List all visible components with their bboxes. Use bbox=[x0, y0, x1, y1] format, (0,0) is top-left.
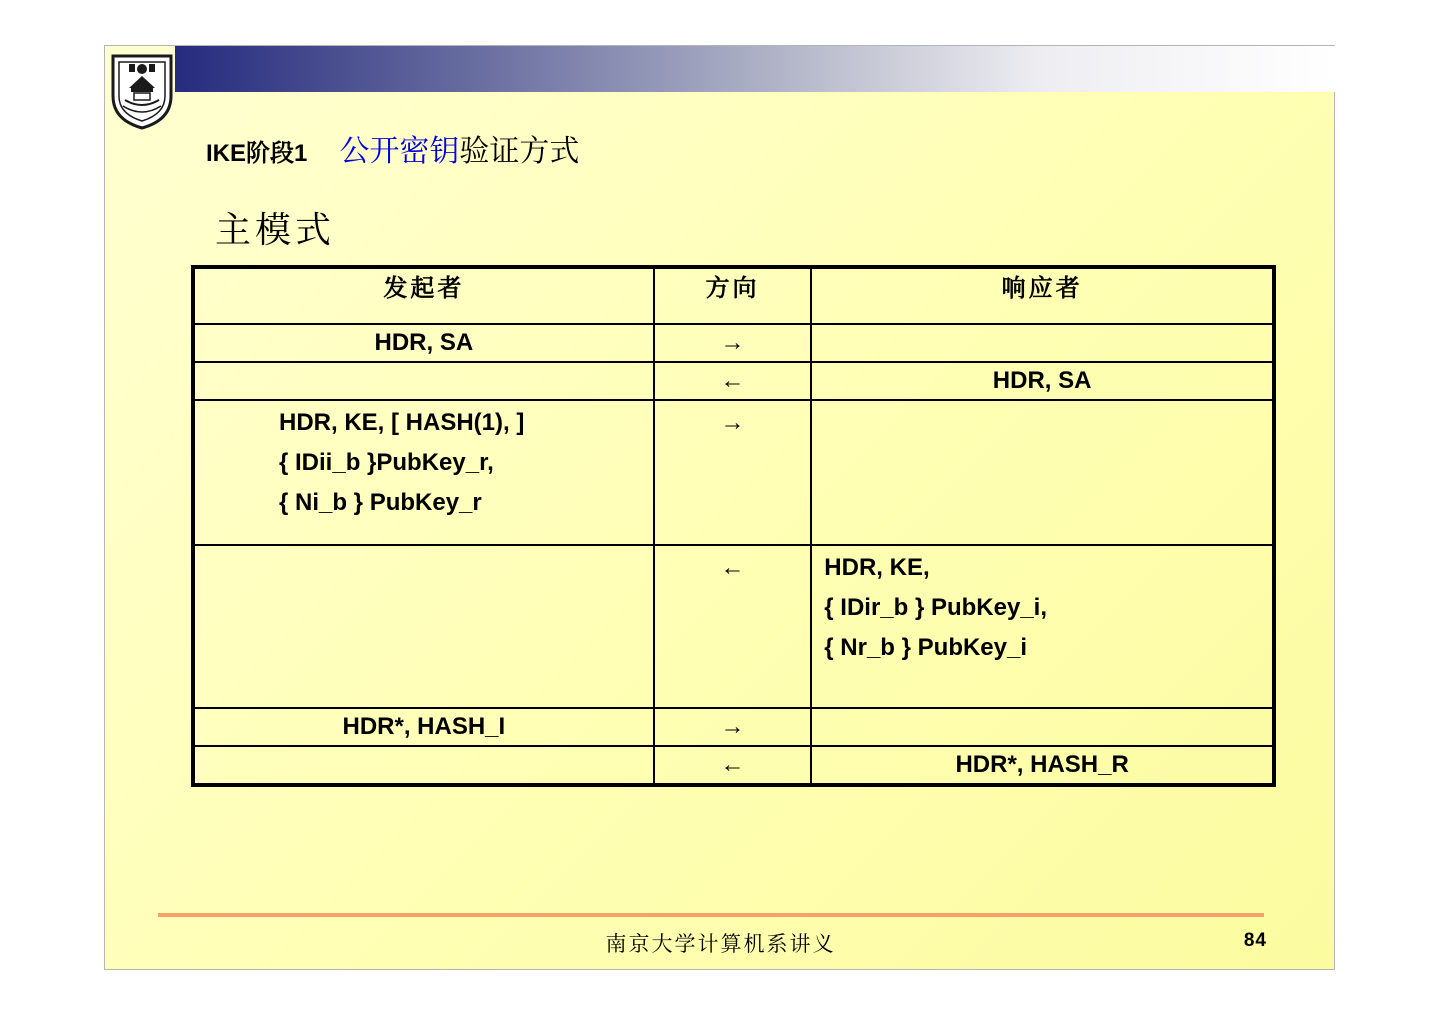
cell-initiator bbox=[193, 746, 654, 785]
arrow-right-icon: → bbox=[654, 400, 812, 545]
slide-title bbox=[206, 126, 580, 169]
footer-text: 南京大学计算机系讲义 bbox=[605, 932, 836, 956]
header-direction: 方向 bbox=[654, 267, 812, 324]
arrow-left-icon: ← bbox=[654, 746, 812, 785]
arrow-left-icon: ← bbox=[654, 545, 812, 708]
cell-responder bbox=[811, 400, 1274, 545]
title-rest: 验证方式 bbox=[459, 134, 580, 169]
cell-responder bbox=[811, 708, 1274, 746]
cell-responder: HDR, SA bbox=[811, 362, 1274, 400]
arrow-left-icon: ← bbox=[654, 362, 812, 400]
table-row bbox=[193, 746, 1274, 785]
header-responder: 响应者 bbox=[811, 267, 1274, 324]
cell-initiator: HDR*, HASH_I bbox=[193, 708, 654, 746]
table-row bbox=[193, 324, 1274, 362]
title-highlight: 公开密钥 bbox=[339, 134, 460, 169]
cell-initiator bbox=[193, 545, 654, 708]
initiator-line: { IDii_b }PubKey_r, bbox=[279, 449, 494, 476]
table-row bbox=[193, 545, 1274, 708]
slide-subtitle: 主模式 bbox=[215, 210, 336, 251]
header-initiator: 发起者 bbox=[193, 267, 654, 324]
footer-divider bbox=[158, 913, 1264, 917]
cell-initiator bbox=[193, 400, 654, 545]
university-seal-icon bbox=[109, 50, 175, 130]
cell-initiator: HDR, SA bbox=[193, 324, 654, 362]
arrow-right-icon: → bbox=[654, 708, 812, 746]
header-gradient-bar bbox=[175, 46, 1335, 92]
responder-line: HDR, KE, bbox=[824, 554, 930, 581]
cell-responder bbox=[811, 324, 1274, 362]
exchange-table bbox=[191, 265, 1276, 787]
title-prefix: IKE阶段1 bbox=[206, 140, 308, 167]
responder-line: { IDir_b } PubKey_i, bbox=[824, 594, 1048, 621]
cell-initiator bbox=[193, 362, 654, 400]
table-row bbox=[193, 708, 1274, 746]
slide bbox=[104, 45, 1335, 970]
initiator-line: { Ni_b } PubKey_r bbox=[279, 489, 482, 516]
initiator-line: HDR, KE, [ HASH(1), ] bbox=[279, 409, 525, 436]
cell-responder bbox=[811, 545, 1274, 708]
table-row bbox=[193, 362, 1274, 400]
table-header-row bbox=[193, 267, 1274, 324]
responder-line: { Nr_b } PubKey_i bbox=[824, 634, 1028, 661]
cell-responder: HDR*, HASH_R bbox=[811, 746, 1274, 785]
table-row bbox=[193, 400, 1274, 545]
arrow-right-icon: → bbox=[654, 324, 812, 362]
page-number: 84 bbox=[1243, 930, 1267, 951]
